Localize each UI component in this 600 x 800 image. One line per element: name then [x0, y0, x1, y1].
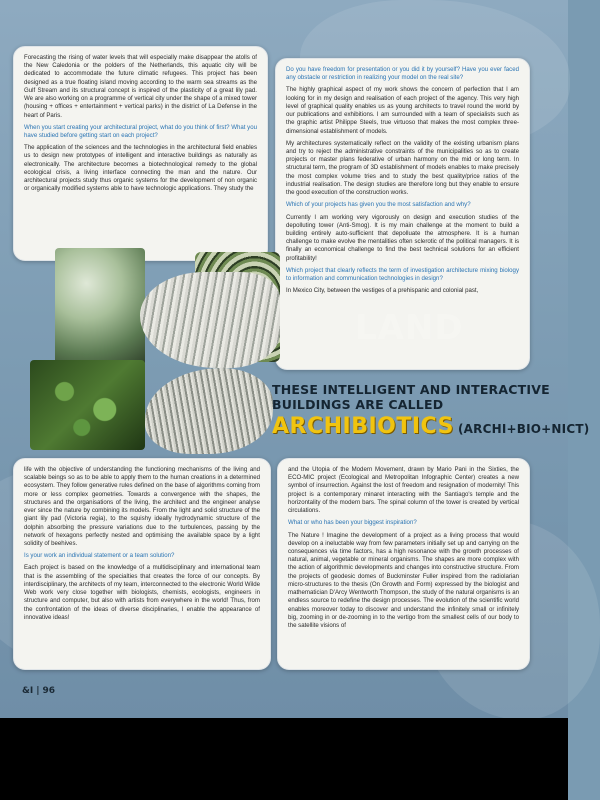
- headline-line-3: [272, 414, 590, 439]
- page-number: 96: [42, 686, 56, 696]
- ghost-watermark-word: LAND: [355, 308, 464, 348]
- question: Which project that clearly reflects the term of investigation architecture mixing biology to information and communication technologies in design?: [286, 266, 519, 283]
- question: When you start creating your architectural project, what do you think of first? What you have studied before getting start on each project?: [24, 123, 257, 139]
- paragraph: The highly graphical aspect of my work shows the concern of perfection that I am looking for in my design and realisation of each project of the agency. This very high level of graphical quality enables us as young architects to travel round the world by our publications and exhibitions. I am surrounded with a team of specialists such as the graphic artist Philippe Steels, true virtuoso that makes the most complex three-dimensional establishment of models.: [286, 86, 519, 135]
- black-bar: [0, 718, 568, 800]
- question: Is your work an individual statement or a team solution?: [24, 552, 175, 560]
- question: Which of your projects has given you the most satisfaction and why?: [286, 201, 471, 209]
- text-card-bottom-right: [277, 458, 530, 670]
- paragraph: The application of the sciences and the technologies in the architectural field enables us to design new prototypes of intelligent and interactive buildings as naturally as electronically. The architecture becomes a biotechnological remedy to the global ecological crisis, a living interface connecting the man and the nature. Our architectural projects study thus organic systems for the development of non organic or organically modified systems able to have technologic applications. They study the: [24, 144, 257, 193]
- paragraph: Forecasting the rising of water levels that will especially make disappear the atolls of the New Caledonia or the polders of the Netherlands, this aquatic city will be dedicated to accommodate the future climatic refugees. This project has been designed as a true floating island moving according to the warm sea streams as the Gulf Stream and its structural concept is inspired of the plasticity of a great lily pad. We are also working on a programme of vertical city under the shape of a mixed tower (housing + offices + entertainment + vertical parks) in the district of La Defense in the heart of Paris.: [24, 54, 257, 119]
- paragraph: and the Utopia of the Modern Movement, drawn by Mario Pani in the Sixties, the ECO-MIC project (Ecological and Metropolitan Infographic Center) creates a new symbol of insurrection. Against the lost of freedom and resignation of modernity! This project is a contemporary minaret interacting with the Santiago's temple and the horizontality of the modern bars. The spinal column of the tower is created by vertical circulations.: [288, 466, 519, 515]
- headline-line-2: BUILDINGS ARE CALLED: [272, 397, 444, 412]
- paragraph: My architectures systematically reflect on the validity of the existing urbanism plans and try to reject the administrative constraints of the municipalities so as to create projects or master plans federative of urban harmony on the mid or long term. In structural term, the program of 3D establishment of models enables to make precisely the most complex volume tries and to study the best quality/price ratios of the industrial realisation. The design studies are therefore long but they enable to ensure the good execution of the construction works.: [286, 139, 519, 197]
- question: What or who has been your biggest inspiration?: [288, 519, 417, 527]
- architecture-render-image: [140, 272, 280, 368]
- text-card-top-left: [13, 46, 268, 261]
- page-footer: [22, 686, 55, 696]
- paragraph: In Mexico City, between the vestiges of a prehispanic and colonial past,: [286, 287, 479, 295]
- magazine-logo: &I: [22, 686, 34, 696]
- paragraph: The Nature ! Imagine the development of a project as a living process that would develop on a ineluctable way from few parameters initially set up and carrying on the consequences via time factors, has a high resonance with the growth processes of natural, animal, vegetable or mineral organisms. The shapes are more complex with the action of algorithmic developments and changes into constructive structure. From the projects of geodesic domes of Buckminster Fuller inspired from the radiolarian micro-structures to the thesis (On Growth and Form) expressed by the biologist and mathematician D'Arcy Wentworth Thompson, the study of the natural organisms is an endless source to redefine the design processes. The evolution of the scientific world enables moreover today to discover and understand the infinitely small or infinitely big, zooming in or de-zooming in to the vertigo from the smallest cells of our body to the satellite visions of: [288, 531, 519, 629]
- cell-structure-image: [30, 360, 145, 450]
- headline-subtitle: (ARCHI+BIO+NICT): [457, 422, 590, 436]
- paragraph: Currently I am working very vigorously on design and execution studies of the depolluting tower (Anti-Smog). It is my main challenge at the moment to build a building entirely auto-sufficient that depolluate the atmosphere. It is a human challenge to make evolve the mentalities often sclerotic of the political managers. It is finally an economical challenge to find the best technical solutions for an efficient profitability!: [286, 213, 519, 262]
- paragraph: life with the objective of understanding the functioning mechanisms of the living and scalable beings so as to be able to apply them to the human creations in a determined ecosystem. They follow generative rules defined on the base of algorithms coming from more or less complex geometries. Towards a convergence with the shapes, the structures and the organisations of the living, the architect and the engineer analyse ever since the nature by combining its models. From the light and solid structure of the giant lily pad (Victoria regia), to the squishy ideally hydrodynamic structure of the dolphin absorbing the pressure variations due to the turbulences, passing by the network of hexagons perfectly nested and optimising the available space by a light solidity of beehives.: [24, 466, 260, 547]
- headline: [272, 382, 590, 439]
- headline-line-1: THESE INTELLIGENT AND INTERACTIVE: [272, 382, 550, 397]
- question: Do you have freedom for presentation or you did it by yourself? Have you ever faced any obstacle or restriction in realizing your model on the real site?: [286, 66, 519, 82]
- headline-accent: ARCHIBIOTICS: [272, 414, 454, 439]
- paragraph: Each project is based on the knowledge of a multidisciplinary and international team that is the assembling of the specialties that creates the force of our concepts. By interdisciplinary, the architects of my team, interconnected to the electronic World Wilde Web work very close together with biologists, chemists, ecologists, engineers in structure and computer, but also with artists from everywhere in the world! Thus, from the confrontation of the ideas of diverse disciplinaries, I enable the appearance of innovative ideas!: [24, 564, 260, 621]
- text-card-bottom-left: [13, 458, 271, 670]
- organic-structure-image: [55, 248, 145, 366]
- wireframe-render-image: [145, 368, 273, 454]
- footer-separator: |: [36, 686, 40, 696]
